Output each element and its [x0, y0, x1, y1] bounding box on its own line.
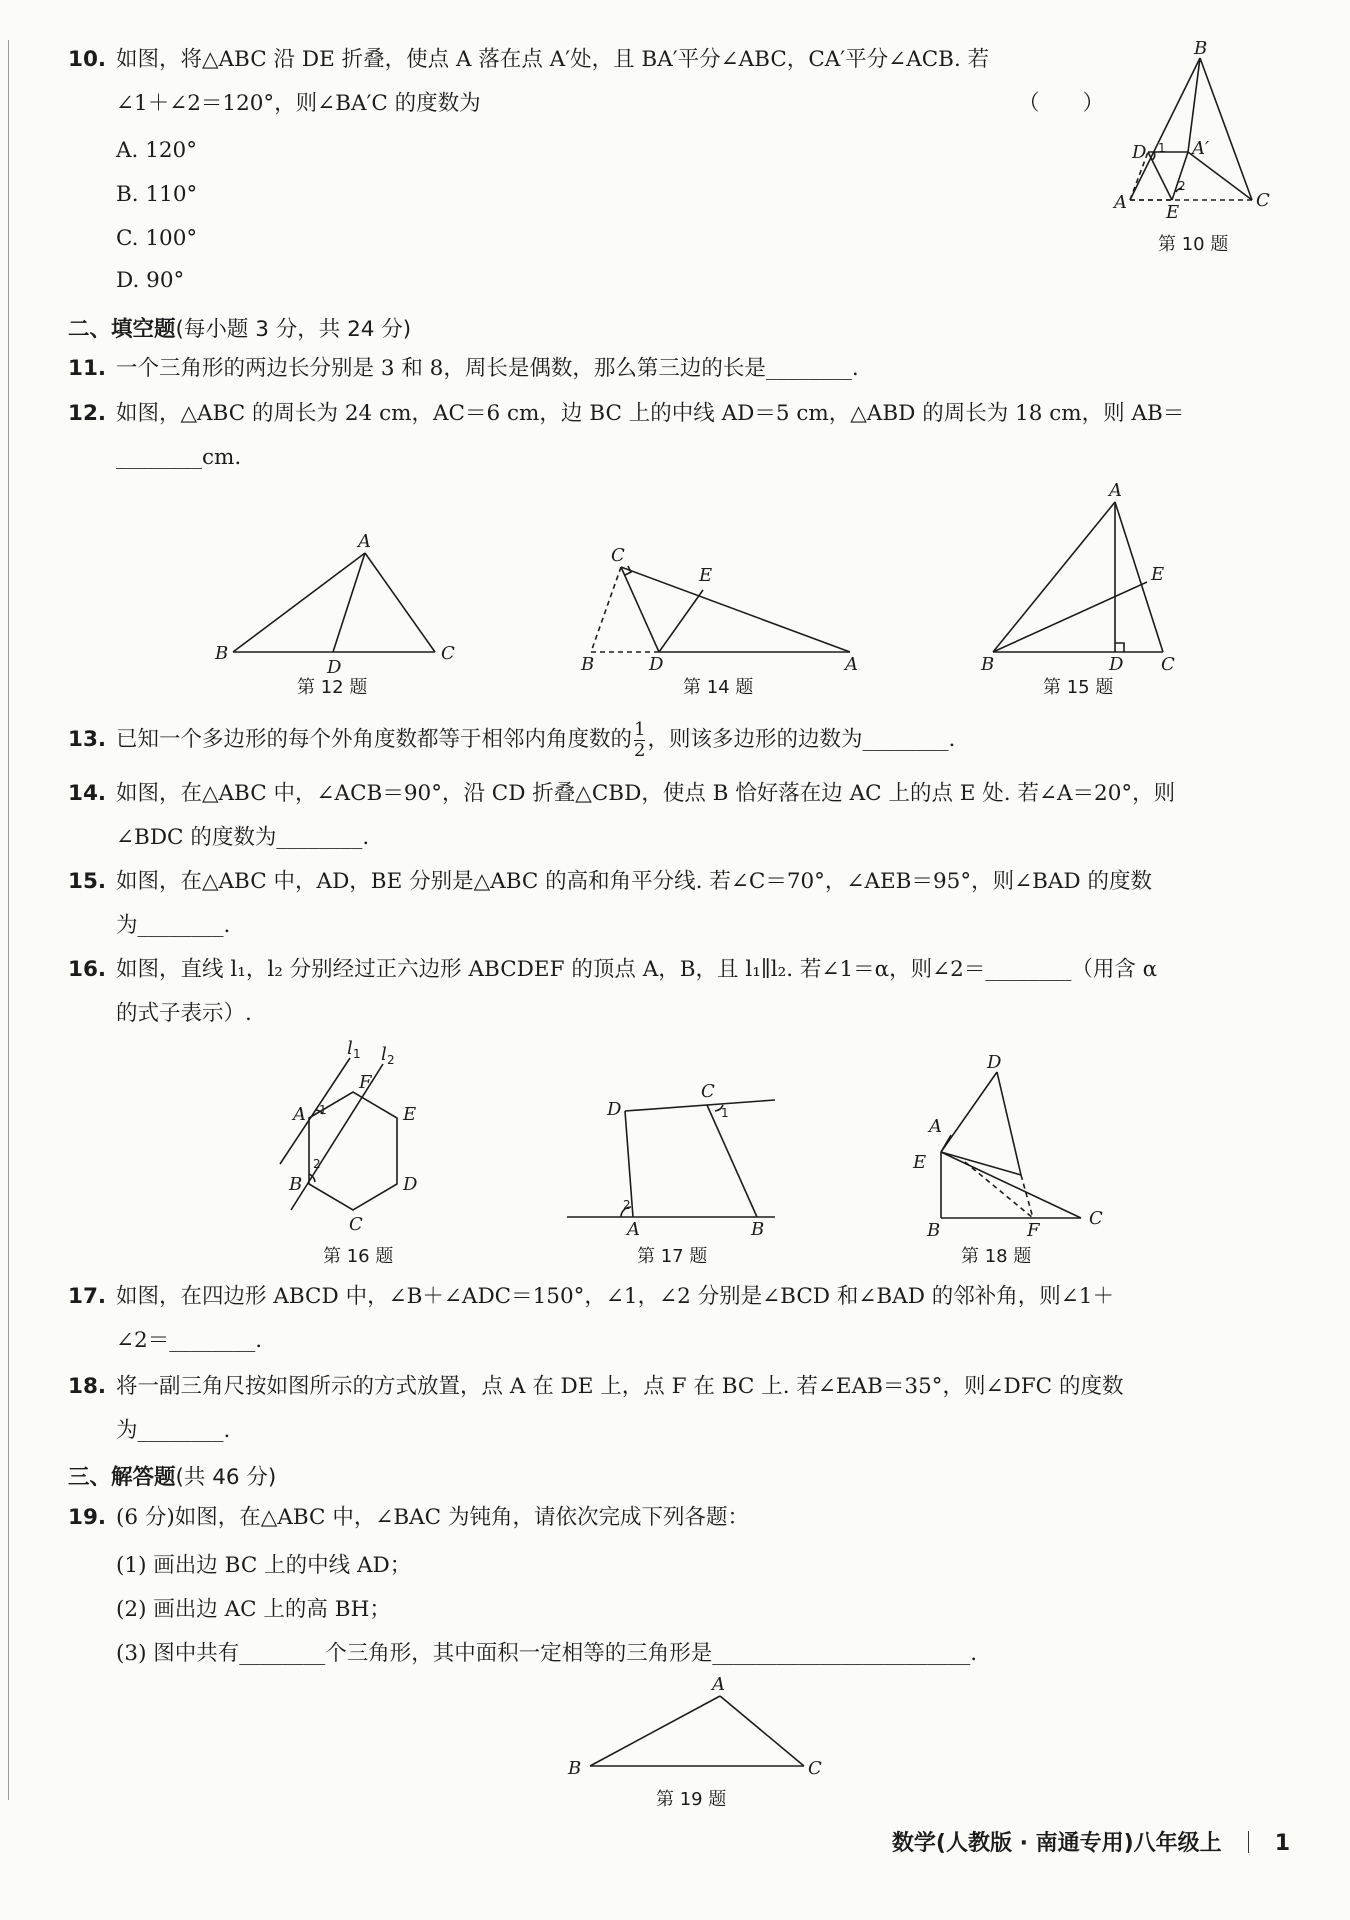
figure-10: [1100, 40, 1300, 260]
label-d: D: [987, 1052, 1002, 1073]
label-d: D: [1109, 654, 1124, 675]
label-d: D: [327, 657, 342, 678]
figure-12: [205, 525, 465, 705]
label-d: D: [607, 1099, 622, 1120]
label-b: B: [568, 1758, 582, 1779]
label-b: B: [927, 1220, 941, 1241]
page-number: 1: [1274, 1831, 1290, 1856]
question-18: 18. 将一副三角尺按如图所示的方式放置，点 A 在 DE 上，点 F 在 BC 上. 若∠EAB＝35°，则∠DFC 的度数 为________.: [68, 1374, 1124, 1443]
label-l1: l: [347, 1040, 353, 1059]
question-19: 19. (6 分)如图，在△ABC 中，∠BAC 为钝角，请依次完成下列各题：: [68, 1505, 749, 1530]
angle-2: 2: [1178, 179, 1186, 193]
caption-19: 第 19 题: [656, 1789, 727, 1810]
label-a: A: [845, 654, 858, 675]
question-10: 10. 如图，将△ABC 沿 DE 折叠，使点 A 落在点 A′处，且 BA′平分∠ABC，CA′平分∠ACB. 若 ∠1＋∠2＝120°，则∠BA′C 的度数为 （ ）: [68, 38, 989, 126]
caption-14: 第 14 题: [683, 677, 754, 698]
caption-16: 第 16 题: [323, 1246, 394, 1267]
label-d: D: [649, 654, 664, 675]
section-3-heading: 三、解答题(共 46 分): [68, 1465, 277, 1490]
angle-2: 2: [313, 1157, 321, 1171]
label-b: B: [751, 1219, 765, 1240]
question-11: 11. 一个三角形的两边长分别是 3 和 8，周长是偶数，那么第三边的长是________.: [68, 356, 859, 381]
label-b: B: [581, 654, 595, 675]
figure-18: [905, 1050, 1135, 1275]
label-e: E: [1166, 202, 1180, 223]
label-e: E: [1151, 564, 1165, 585]
label-d: D: [403, 1174, 418, 1195]
label-c: C: [441, 643, 455, 664]
label-e: E: [699, 565, 713, 586]
q19-part-2: (2) 画出边 AC 上的高 BH；: [116, 1597, 391, 1622]
label-b: B: [981, 654, 995, 675]
book-title: 数学(人教版 · 南通专用)八年级上: [891, 1831, 1222, 1856]
question-14: 14. 如图，在△ABC 中，∠ACB＝90°，沿 CD 折叠△CBD，使点 B 恰好落在边 AC 上的点 E 处. 若∠A＝20°，则 ∠BDC 的度数为________.: [68, 781, 1176, 850]
section-2-heading: 二、填空题(每小题 3 分，共 24 分): [68, 317, 412, 342]
q19-part-1: (1) 画出边 BC 上的中线 AD；: [116, 1553, 412, 1578]
label-b: B: [1194, 40, 1208, 59]
option-b: B. 110°: [116, 182, 198, 207]
label-c: C: [808, 1758, 822, 1779]
angle-1: 1: [721, 1106, 729, 1120]
figure-14: [575, 535, 865, 705]
label-c: C: [1089, 1208, 1103, 1229]
page-footer: [892, 1826, 1290, 1857]
label-a: A: [712, 1674, 725, 1695]
label-l2: l: [381, 1044, 387, 1065]
label-b: B: [289, 1174, 303, 1195]
label-b: B: [215, 643, 229, 664]
svg-text:1: 1: [353, 1047, 361, 1061]
question-17: 17. 如图，在四边形 ABCD 中，∠B＋∠ADC＝150°，∠1，∠2 分别是∠BCD 和∠BAD 的邻补角，则∠1＋ ∠2＝________.: [68, 1284, 1114, 1353]
margin-rule: [8, 40, 9, 1800]
label-a: A: [1114, 192, 1127, 213]
option-d: D. 90°: [116, 268, 185, 293]
fraction-half: $\frac{1}{2}$: [634, 718, 646, 761]
label-a: A: [358, 531, 371, 552]
label-a: A: [293, 1104, 306, 1125]
figure-16: [265, 1040, 465, 1275]
caption-18: 第 18 题: [961, 1246, 1032, 1267]
question-13: 13. 已知一个多边形的每个外角度数都等于相邻内角度数的 $\frac{1}{2}$ ，则该多边形的边数为________.: [68, 718, 956, 761]
label-a-prime: A′: [1192, 138, 1210, 159]
label-a: A: [1109, 480, 1122, 501]
label-e: E: [913, 1152, 927, 1173]
figure-19: [560, 1670, 830, 1815]
label-a: A: [929, 1116, 942, 1137]
label-c: C: [701, 1081, 715, 1102]
caption-15: 第 15 题: [1043, 677, 1114, 698]
caption-10: 第 10 题: [1158, 234, 1229, 255]
option-c: C. 100°: [116, 226, 198, 251]
label-c: C: [1161, 654, 1175, 675]
angle-1: 1: [1158, 141, 1166, 155]
label-e: E: [403, 1104, 417, 1125]
caption-17: 第 17 题: [637, 1246, 708, 1267]
label-c: C: [349, 1214, 363, 1235]
answer-paren: （ ）: [1018, 91, 1105, 116]
angle-2: 2: [623, 1198, 631, 1212]
question-15: 15. 如图，在△ABC 中，AD，BE 分别是△ABC 的高和角平分线. 若∠C＝70°，∠AEB＝95°，则∠BAD 的度数 为________.: [68, 869, 1152, 938]
label-c: C: [611, 545, 625, 566]
footer-divider: [1248, 1831, 1249, 1853]
question-12: 12. 如图，△ABC 的周长为 24 cm，AC＝6 cm，边 BC 上的中线 AD＝5 cm，△ABD 的周长为 18 cm，则 AB＝ ________cm.: [68, 401, 1185, 470]
label-f: F: [359, 1072, 372, 1093]
label-c: C: [1256, 190, 1270, 211]
q19-part-3: (3) 图中共有________个三角形，其中面积一定相等的三角形是________________________.: [116, 1641, 978, 1666]
question-16: 16. 如图，直线 l₁，l₂ 分别经过正六边形 ABCDEF 的顶点 A，B，且 l₁∥l₂. 若∠1＝α，则∠2＝________（用含 α 的式子表示）.: [68, 957, 1158, 1026]
svg-text:2: 2: [387, 1053, 395, 1067]
figure-15: [975, 480, 1195, 705]
caption-12: 第 12 题: [297, 677, 368, 698]
angle-1: 1: [319, 1103, 327, 1117]
option-a: A. 120°: [116, 138, 197, 163]
label-f: F: [1027, 1220, 1040, 1241]
label-d: D: [1132, 142, 1147, 163]
figure-17: [565, 1075, 795, 1275]
label-a: A: [627, 1219, 640, 1240]
